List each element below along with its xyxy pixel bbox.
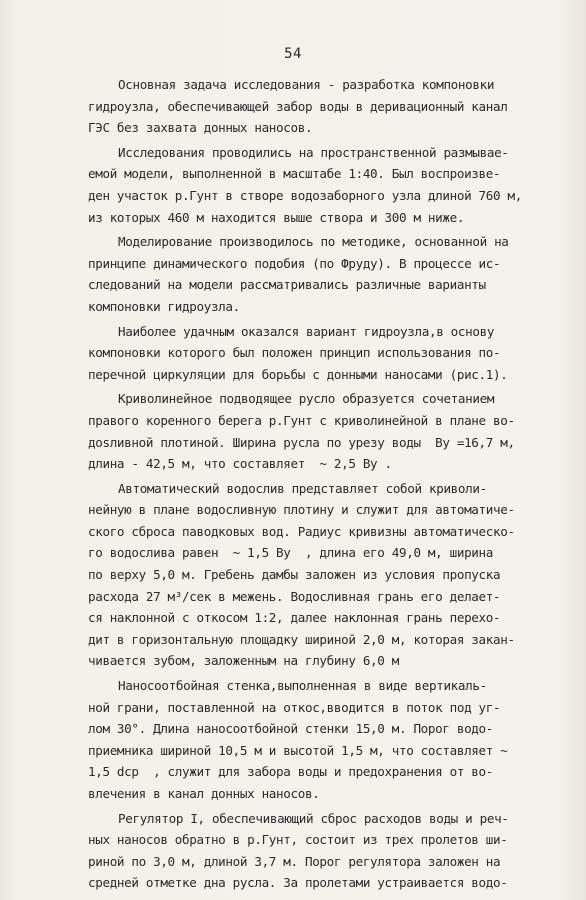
text-line: Моделирование производилось по методике, основанной на [118,234,509,250]
text-line: ся наклонной с откосом 1:2, далее наклонная грань перехо- [88,610,501,626]
text-line: риной по 3,0 м, длиной 3,7 м. Порог регулятора заложен на [88,853,501,869]
text-line: дosливной плотиной. Ширина русла по урезу воды By =16,7 м, [88,434,515,450]
text-line: емой модели, выполненной в масштабе 1:40. Был воспроизве- [88,166,501,182]
text-line: нейную в плане водосливную плотину и служит для автоматиче- [88,502,515,518]
text-line: влечения в канал донных наносов. [88,786,320,801]
text-line: гидроузла, обеспечивающей забор воды в деривационный канал [88,98,508,114]
text-line: правого коренного берега р.Гунт с криволинейной в плане во- [88,412,515,428]
text-line: Основная задача исследования - разработка компоновки [118,77,495,92]
text-line: чивается зубом, заложенным на глубину 6,0 м [88,653,399,669]
text-line: приемника шириной 10,5 м и высотой 1,5 м, что составляет ~ [88,742,508,758]
text-line: дит в горизонтальную площадку шириной 2,0 м, которая закан- [88,631,515,647]
text-line: из которых 460 м находится выше створа и 300 м ниже. [88,209,465,225]
text-line: расхода 27 м³/сек в межень. Водосливная грань его делает- [88,588,501,604]
text-line: 1,5 dcp , служит для забора воды и предохранения от во- [88,764,493,780]
text-line: ГЭС без захвата донных наносов. [88,120,313,136]
text-line: го водослива равен ~ 1,5 By , длина его 49,0 м, ширина [88,545,493,561]
text-line: по верху 5,0 м. Гребень дамбы заложен из условия пропуска [88,567,501,583]
text-line: Регулятор I, обеспечивающий сброс расходов воды и реч- [118,810,509,826]
text-line: Наиболее удачным оказался вариант гидроузла,в основу [118,323,495,339]
text-line: ского сброса паводковых вод. Радиус кривизны автоматическо- [88,523,515,539]
body-text [88,74,548,894]
text-line: ной грани, поставленной на откос,вводится в поток под уг- [88,699,501,715]
text-line: лом 30°. Длина наносоотбойной стенки 15,0 м. Порог водо- [88,721,493,737]
text-line: Автоматический водослив представляет собой криволи- [118,480,487,496]
text-line: перечной циркуляции для борьбы с донными наносами (рис.1). [88,366,508,382]
text-line: средней отметке дна русла. За пролетами устраивается водо- [88,875,508,891]
text-line: принципе динамического подобия (по Фруду). В процессе ис- [88,255,501,271]
text-line: следований на модели рассматривались различные варианты [88,277,486,293]
page-number: 54 [284,46,302,62]
text-line: Криволинейное подводящее русло образуется сочетанием [118,391,495,407]
text-line: компоновки гидроузла. [88,298,240,314]
text-line: Наносоотбойная стенка,выполненная в виде вертикаль- [118,678,487,694]
text-line: длина - 42,5 м, что составляет ~ 2,5 By . [88,456,392,472]
text-line: компоновки которого был положен принцип использования по- [88,345,501,361]
text-line: ден участок р.Гунт в створе водозаборного узла длиной 760 м, [88,187,522,203]
text-line: Исследования проводились на пространственной размывае- [118,144,509,160]
text-line: ных наносов обратно в р.Гунт, состоит из трех пролетов ши- [88,832,508,848]
